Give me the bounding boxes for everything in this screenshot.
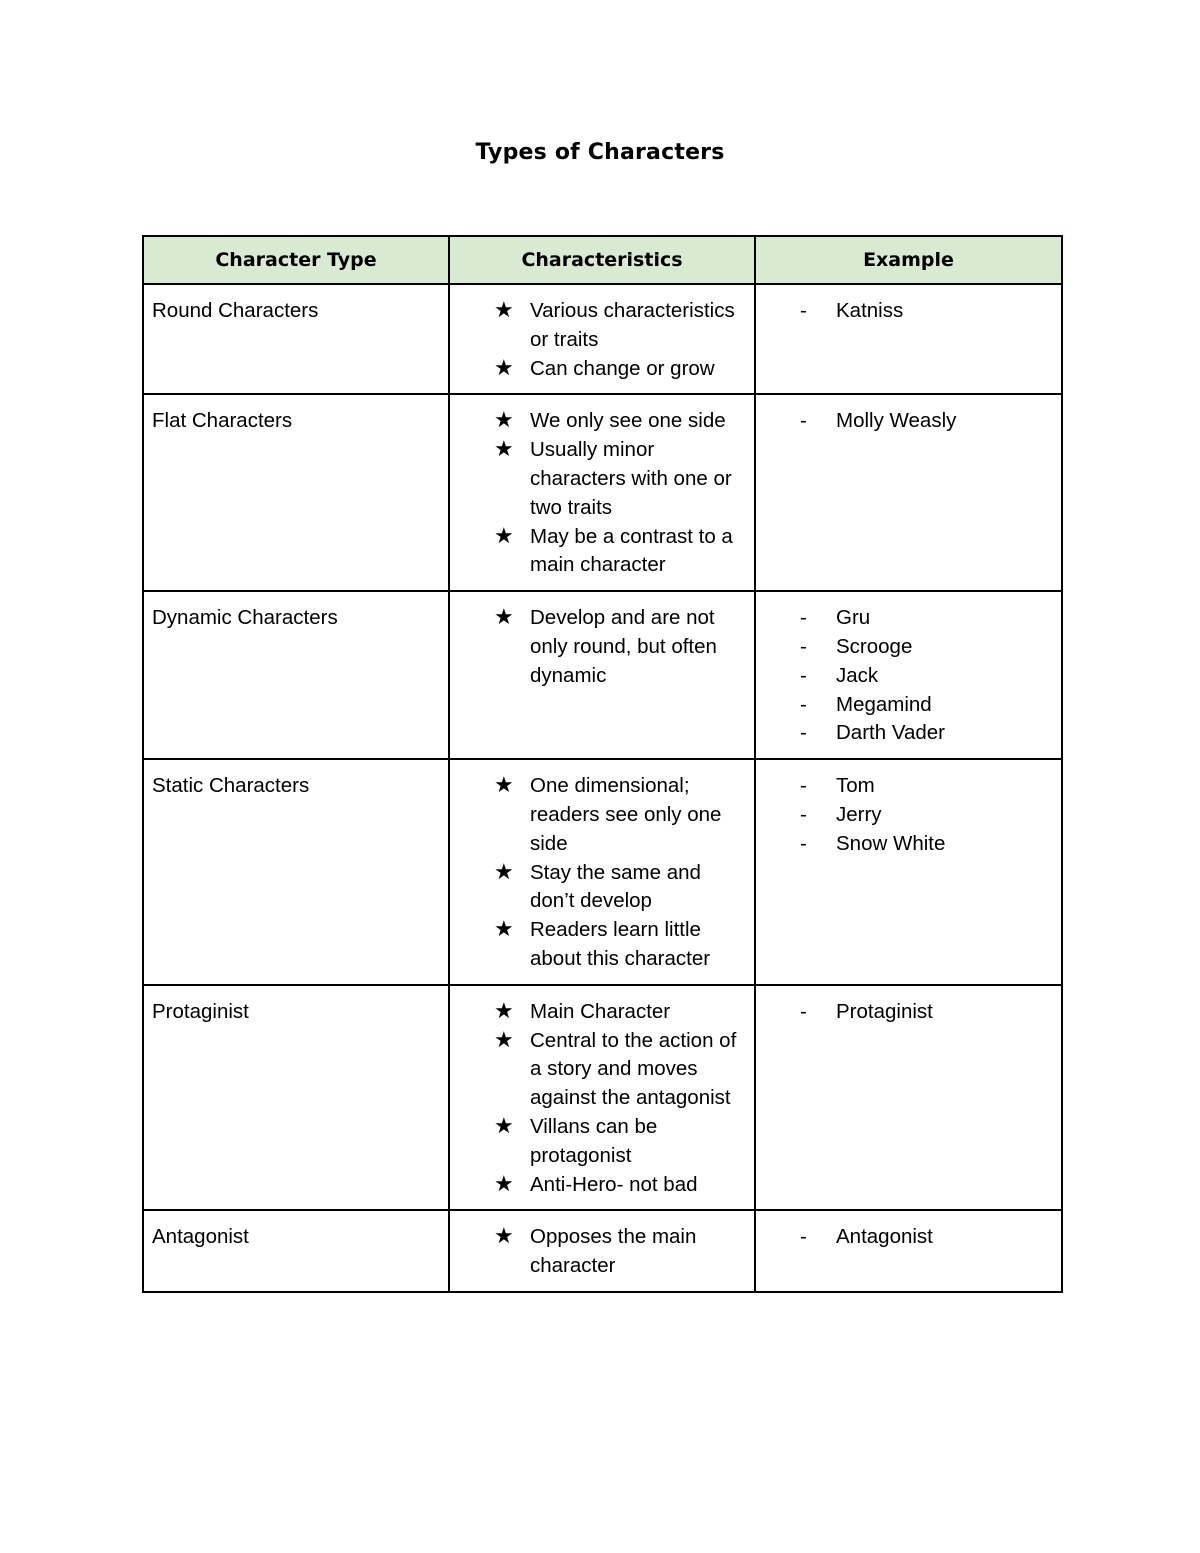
characteristics-cell bbox=[449, 759, 755, 985]
character-type-label: Round Characters bbox=[152, 299, 319, 322]
characteristics-cell bbox=[449, 394, 755, 591]
examples-list bbox=[756, 285, 1061, 336]
star-bullet-icon: ★ bbox=[494, 355, 514, 381]
characteristic-text: We only see one side bbox=[530, 409, 726, 433]
example-text: Jerry bbox=[836, 802, 882, 826]
example-item bbox=[756, 691, 1055, 720]
characteristics-cell bbox=[449, 1210, 755, 1292]
example-text: Megamind bbox=[836, 692, 932, 716]
star-bullet-icon: ★ bbox=[494, 523, 514, 549]
table-header-row bbox=[143, 236, 1062, 284]
example-cell bbox=[755, 284, 1062, 394]
examples-list bbox=[756, 1211, 1061, 1262]
characteristics-list bbox=[450, 986, 754, 1210]
example-text: Snow White bbox=[836, 831, 946, 855]
table-row bbox=[143, 985, 1062, 1211]
characteristics-list bbox=[450, 592, 754, 700]
example-item bbox=[756, 297, 1055, 326]
example-cell bbox=[755, 985, 1062, 1211]
characteristic-item bbox=[450, 1113, 748, 1171]
characteristic-item bbox=[450, 523, 748, 581]
characteristics-list bbox=[450, 285, 754, 393]
example-cell bbox=[755, 759, 1062, 985]
example-item bbox=[756, 604, 1055, 633]
star-bullet-icon: ★ bbox=[494, 1027, 514, 1053]
characteristic-item bbox=[450, 355, 748, 384]
dash-bullet: - bbox=[800, 634, 807, 658]
characteristic-text: Usually minor characters with one or two traits bbox=[530, 438, 732, 519]
example-cell bbox=[755, 1210, 1062, 1292]
example-item bbox=[756, 662, 1055, 691]
dash-bullet: - bbox=[800, 831, 807, 855]
characteristics-list bbox=[450, 760, 754, 984]
star-bullet-icon: ★ bbox=[494, 859, 514, 885]
character-type-cell bbox=[143, 759, 449, 985]
example-cell bbox=[755, 394, 1062, 591]
dash-bullet: - bbox=[800, 663, 807, 687]
characteristic-item bbox=[450, 604, 748, 690]
examples-list bbox=[756, 592, 1061, 758]
character-types-table bbox=[142, 235, 1063, 1293]
example-item bbox=[756, 801, 1055, 830]
star-bullet-icon: ★ bbox=[494, 408, 514, 434]
example-text: Antagonist bbox=[836, 1225, 933, 1249]
character-type-cell bbox=[143, 394, 449, 591]
character-type-label: Antagonist bbox=[152, 1225, 249, 1249]
dash-bullet: - bbox=[800, 692, 807, 716]
characteristic-text: Develop and are not only round, but often dynamic bbox=[530, 606, 717, 687]
example-item bbox=[756, 998, 1055, 1027]
character-type-label: Static Characters bbox=[152, 774, 310, 798]
characteristic-text: Villans can be protagonist bbox=[530, 1114, 658, 1167]
table-row bbox=[143, 1210, 1062, 1292]
characteristic-item bbox=[450, 297, 748, 355]
example-item bbox=[756, 719, 1055, 748]
characteristic-text: Stay the same and don’t develop bbox=[530, 860, 701, 913]
characteristic-text: Readers learn little about this character bbox=[530, 918, 711, 970]
characteristics-list bbox=[450, 395, 754, 590]
example-item bbox=[756, 1223, 1055, 1252]
document-title: Types of Characters bbox=[475, 140, 725, 165]
characteristic-text: One dimensional; readers see only one side bbox=[530, 774, 722, 855]
characteristic-item bbox=[450, 1223, 748, 1281]
dash-bullet: - bbox=[800, 999, 807, 1023]
character-type-label: Flat Characters bbox=[152, 409, 293, 433]
example-text: Tom bbox=[836, 774, 875, 798]
example-item bbox=[756, 830, 1055, 859]
example-cell bbox=[755, 591, 1062, 759]
characteristic-item bbox=[450, 1171, 748, 1200]
dash-bullet: - bbox=[800, 774, 807, 798]
star-bullet-icon: ★ bbox=[494, 1113, 514, 1139]
examples-list bbox=[756, 395, 1061, 446]
header-character-type: Character Type bbox=[143, 236, 449, 284]
characteristic-text: May be a contrast to a main character bbox=[530, 524, 733, 577]
star-bullet-icon: ★ bbox=[494, 1224, 514, 1250]
characteristic-item bbox=[450, 859, 748, 917]
star-bullet-icon: ★ bbox=[494, 998, 514, 1024]
character-type-cell bbox=[143, 284, 449, 394]
dash-bullet: - bbox=[800, 1225, 807, 1249]
characteristic-text: Anti-Hero- not bad bbox=[530, 1172, 698, 1196]
example-text: Protaginist bbox=[836, 999, 933, 1023]
characteristic-item bbox=[450, 407, 748, 436]
table-row bbox=[143, 284, 1062, 394]
characteristic-text: Central to the action of a story and moves against the antagonist bbox=[530, 1028, 737, 1110]
header-characteristics: Characteristics bbox=[449, 236, 755, 284]
example-text: Katniss bbox=[836, 299, 904, 322]
characteristics-cell bbox=[449, 591, 755, 759]
characteristic-item bbox=[450, 916, 748, 974]
table-row bbox=[143, 759, 1062, 985]
character-type-cell bbox=[143, 1210, 449, 1292]
dash-bullet: - bbox=[800, 802, 807, 826]
example-item bbox=[756, 407, 1055, 436]
characteristic-text: Main Character bbox=[530, 999, 671, 1023]
characteristic-item bbox=[450, 772, 748, 858]
characteristic-item bbox=[450, 436, 748, 522]
example-text: Darth Vader bbox=[836, 721, 946, 745]
character-type-cell bbox=[143, 985, 449, 1211]
example-item bbox=[756, 633, 1055, 662]
character-type-label: Protaginist bbox=[152, 999, 249, 1023]
table-row bbox=[143, 591, 1062, 759]
star-bullet-icon: ★ bbox=[494, 773, 514, 799]
characteristic-text: Can change or grow bbox=[530, 356, 715, 380]
character-type-cell bbox=[143, 591, 449, 759]
characteristic-text: Opposes the main character bbox=[530, 1225, 697, 1278]
dash-bullet: - bbox=[800, 606, 807, 630]
star-bullet-icon: ★ bbox=[494, 437, 514, 463]
dash-bullet: - bbox=[800, 299, 807, 322]
example-item bbox=[756, 772, 1055, 801]
table-body bbox=[143, 284, 1062, 1292]
header-example: Example bbox=[755, 236, 1062, 284]
example-text: Scrooge bbox=[836, 634, 913, 658]
dash-bullet: - bbox=[800, 721, 807, 745]
characteristics-cell bbox=[449, 985, 755, 1211]
star-bullet-icon: ★ bbox=[494, 1171, 514, 1197]
characteristic-item bbox=[450, 998, 748, 1027]
characteristic-item bbox=[450, 1027, 748, 1113]
character-type-label: Dynamic Characters bbox=[152, 606, 338, 630]
characteristic-text: Various characteristics or traits bbox=[530, 299, 735, 351]
table-row bbox=[143, 394, 1062, 591]
examples-list bbox=[756, 986, 1061, 1037]
characteristics-list bbox=[450, 1211, 754, 1291]
characteristics-cell bbox=[449, 284, 755, 394]
star-bullet-icon: ★ bbox=[494, 298, 514, 323]
examples-list bbox=[756, 760, 1061, 868]
star-bullet-icon: ★ bbox=[494, 605, 514, 631]
example-text: Molly Weasly bbox=[836, 409, 957, 433]
example-text: Jack bbox=[836, 663, 879, 687]
example-text: Gru bbox=[836, 606, 871, 630]
star-bullet-icon: ★ bbox=[494, 917, 514, 943]
dash-bullet: - bbox=[800, 409, 807, 433]
